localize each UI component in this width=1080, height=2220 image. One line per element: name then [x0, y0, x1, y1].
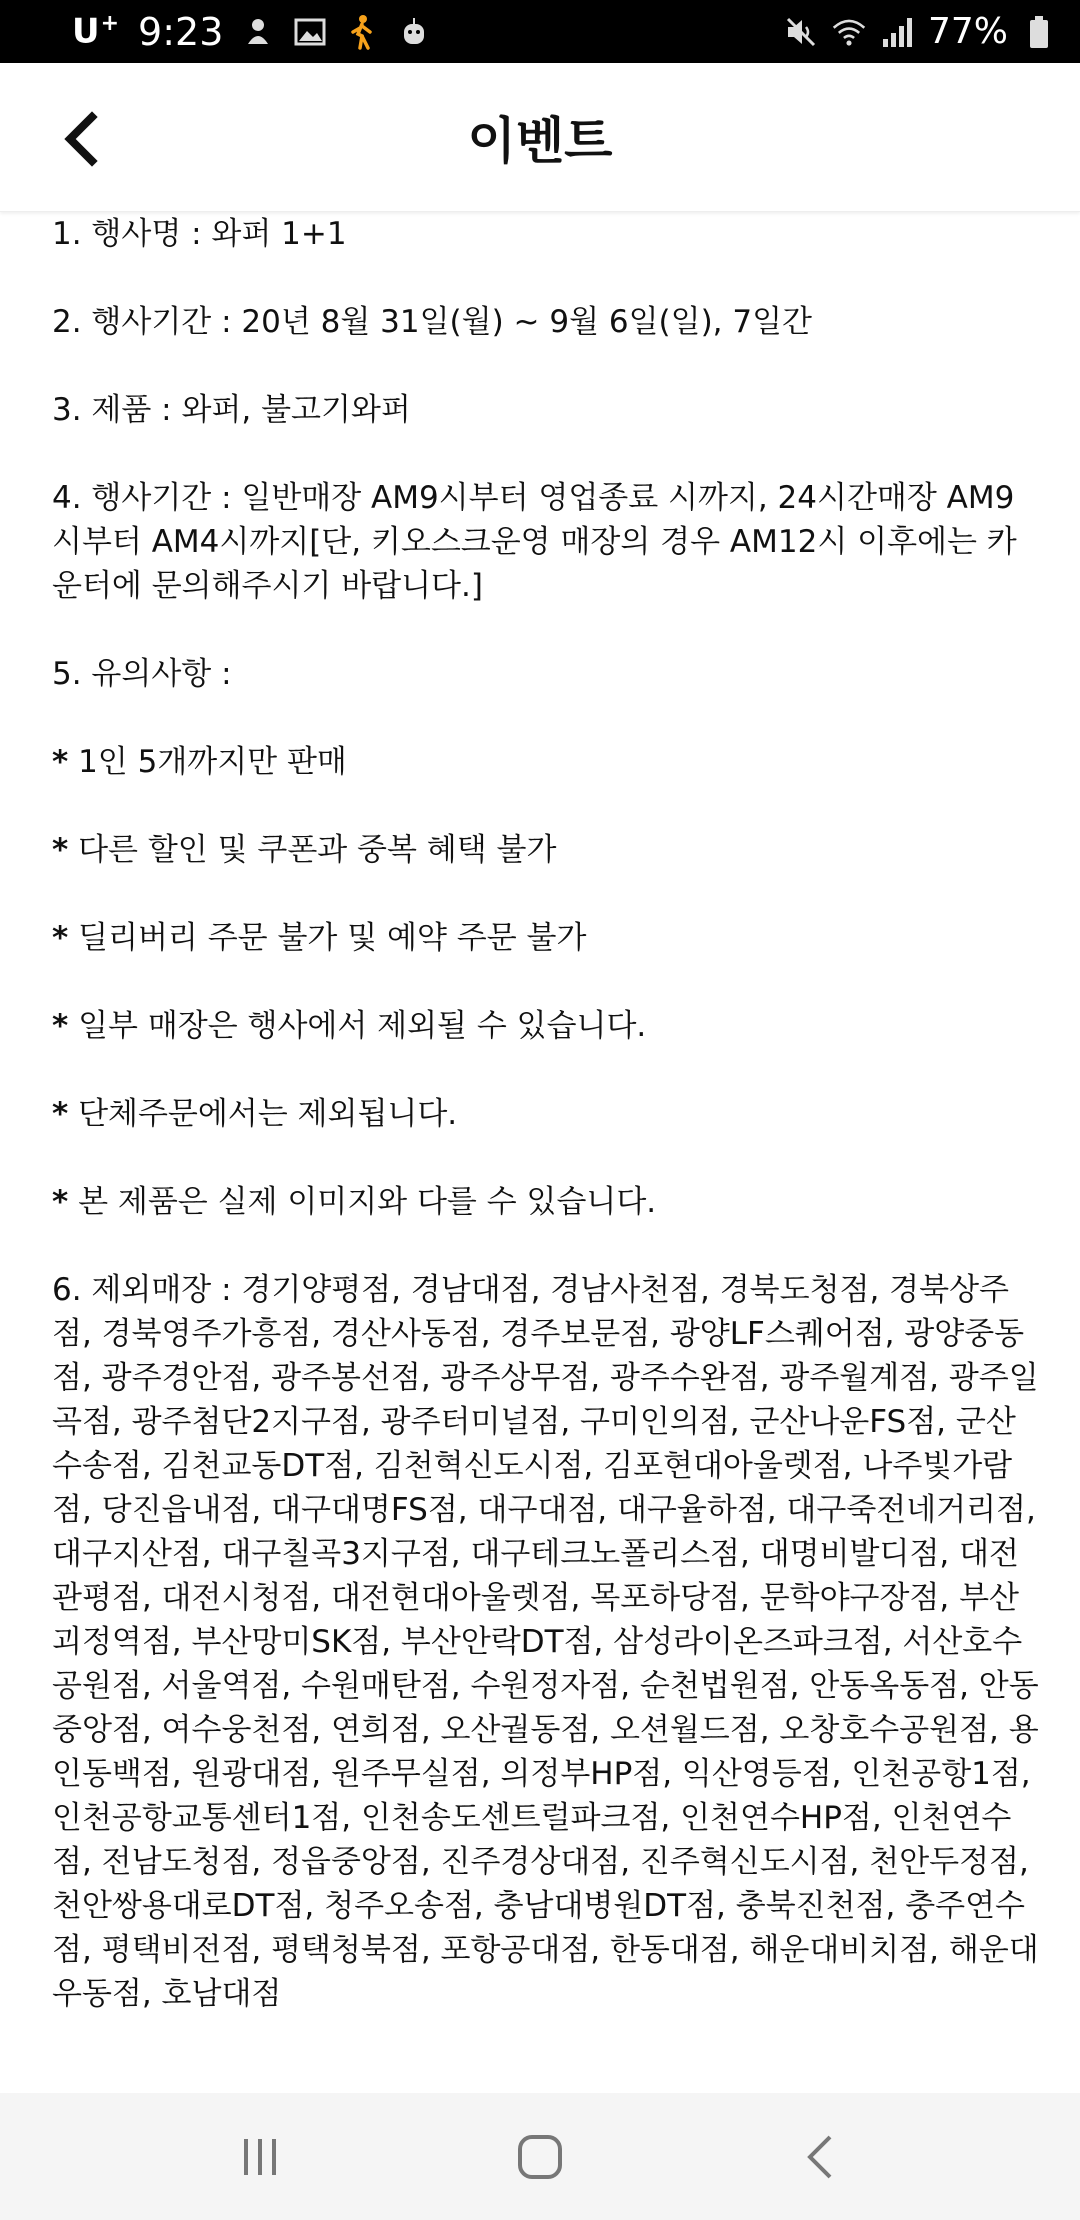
status-left: [72, 10, 431, 54]
note-item: [52, 1004, 1042, 1048]
navigation-bar: [0, 2093, 1080, 2220]
carrier-label: [72, 11, 120, 51]
battery-icon: [1022, 13, 1056, 51]
carrier-plus: +: [100, 11, 121, 37]
event-period: 2. 행사기간 : 20년 8월 31일(월) ~ 9월 6일(일), 7일간: [52, 304, 812, 340]
note-marker: *: [52, 1184, 69, 1220]
note-marker: *: [52, 1008, 69, 1044]
note-text: 일부 매장은 행사에서 제외될 수 있습니다.: [78, 1008, 647, 1044]
note-item: [52, 1180, 1042, 1224]
status-right: [784, 11, 1056, 52]
home-icon: [516, 2133, 564, 2181]
event-notes-heading: 5. 유의사항 :: [52, 656, 232, 692]
image-icon: [293, 13, 327, 51]
mute-icon: [784, 13, 818, 51]
note-marker: *: [52, 920, 69, 956]
emoji-icon: [241, 13, 275, 51]
robot-icon: [397, 13, 431, 51]
event-hours: 4. 행사기간 : 일반매장 AM9시부터 영업종료 시까지, 24시간매장 AM9시부터 AM4시까지[단, 키오스크운영 매장의 경우 AM12시 이후에는 카운터에 문의해주시기 바랍니다.]: [52, 480, 1017, 604]
event-content[interactable]: [52, 212, 1042, 2092]
note-text: 본 제품은 실제 이미지와 다를 수 있습니다.: [78, 1184, 657, 1220]
note-item: [52, 916, 1042, 960]
note-text: 1인 5개까지만 판매: [78, 744, 347, 780]
note-item: [52, 828, 1042, 872]
back-icon: [802, 2133, 838, 2181]
note-text: 다른 할인 및 쿠폰과 중복 혜택 불가: [78, 832, 557, 868]
excluded-stores: 6. 제외매장 : 경기양평점, 경남대점, 경남사천점, 경북도청점, 경북상주점, 경북영주가흥점, 경산사동점, 경주보문점, 광양LF스퀘어점, 광양중동점, 광주경안점, 광주봉선점, 광주상무점, 광주수완점, 광주월계점, 광주일곡점, 광주첨단2지구점, 광주터미널점, 구미인의점, 군산나운FS점, 군산수송점, 김천교동DT점, 김천혁신도시점, 김포현대아울렛점, 나주빛가람점, 당진읍내점, 대구대명FS점, 대구대점, 대구율하점, 대구죽전네거리점, 대구지산점, 대구칠곡3지구점, 대구테크노폴리스점, 대명비발디점, 대전관평점, 대전시청점, 대전현대아울렛점, 목포하당점, 문학야구장점, 부산괴정역점, 부산망미SK점, 부산안락DT점, 삼성라이온즈파크점, 서산호수공원점, 서울역점, 수원매탄점, 수원정자점, 순천법원점, 안동옥동점, 안동중앙점, 여수웅천점, 연희점, 오산궐동점, 오션월드점, 오창호수공원점, 용인동백점, 원광대점, 원주무실점, 의정부HP점, 익산영등점, 인천공항1점, 인천공항교통센터1점, 인천송도센트럴파크점, 인천연수HP점, 인천연수점, 전남도청점, 정읍중앙점, 진주경상대점, 진주혁신도시점, 천안두정점, 천안쌍용대로DT점, 청주오송점, 충남대병원DT점, 충북진천점, 충주연수점, 평택비전점, 평택청북점, 포항공대점, 한동대점, 해운대비치점, 해운대우동점, 호남대점: [52, 1272, 1039, 2012]
note-text: 단체주문에서는 제외됩니다.: [78, 1096, 458, 1132]
signal-icon: [880, 13, 914, 51]
note-item: [52, 740, 1042, 784]
battery-percent: 77%: [927, 11, 1008, 52]
page-title: 이벤트: [467, 112, 613, 170]
system-back-button[interactable]: [770, 2117, 870, 2197]
recent-apps-button[interactable]: [210, 2117, 310, 2197]
note-item: [52, 1092, 1042, 1136]
walk-icon: [345, 13, 379, 51]
home-button[interactable]: [490, 2117, 590, 2197]
carrier-name: U: [72, 11, 101, 52]
event-name: 1. 행사명 : 와퍼 1+1: [52, 216, 347, 252]
app-header: [0, 63, 1080, 212]
note-text: 딜리버리 주문 불가 및 예약 주문 불가: [78, 920, 587, 956]
wifi-icon: [832, 13, 866, 51]
recent-apps-icon: [238, 2135, 282, 2179]
note-marker: *: [52, 1096, 69, 1132]
note-marker: *: [52, 832, 69, 868]
status-time: 9:23: [138, 9, 224, 54]
note-marker: *: [52, 744, 69, 780]
status-bar: [0, 0, 1080, 63]
event-products: 3. 제품 : 와퍼, 불고기와퍼: [52, 392, 411, 428]
